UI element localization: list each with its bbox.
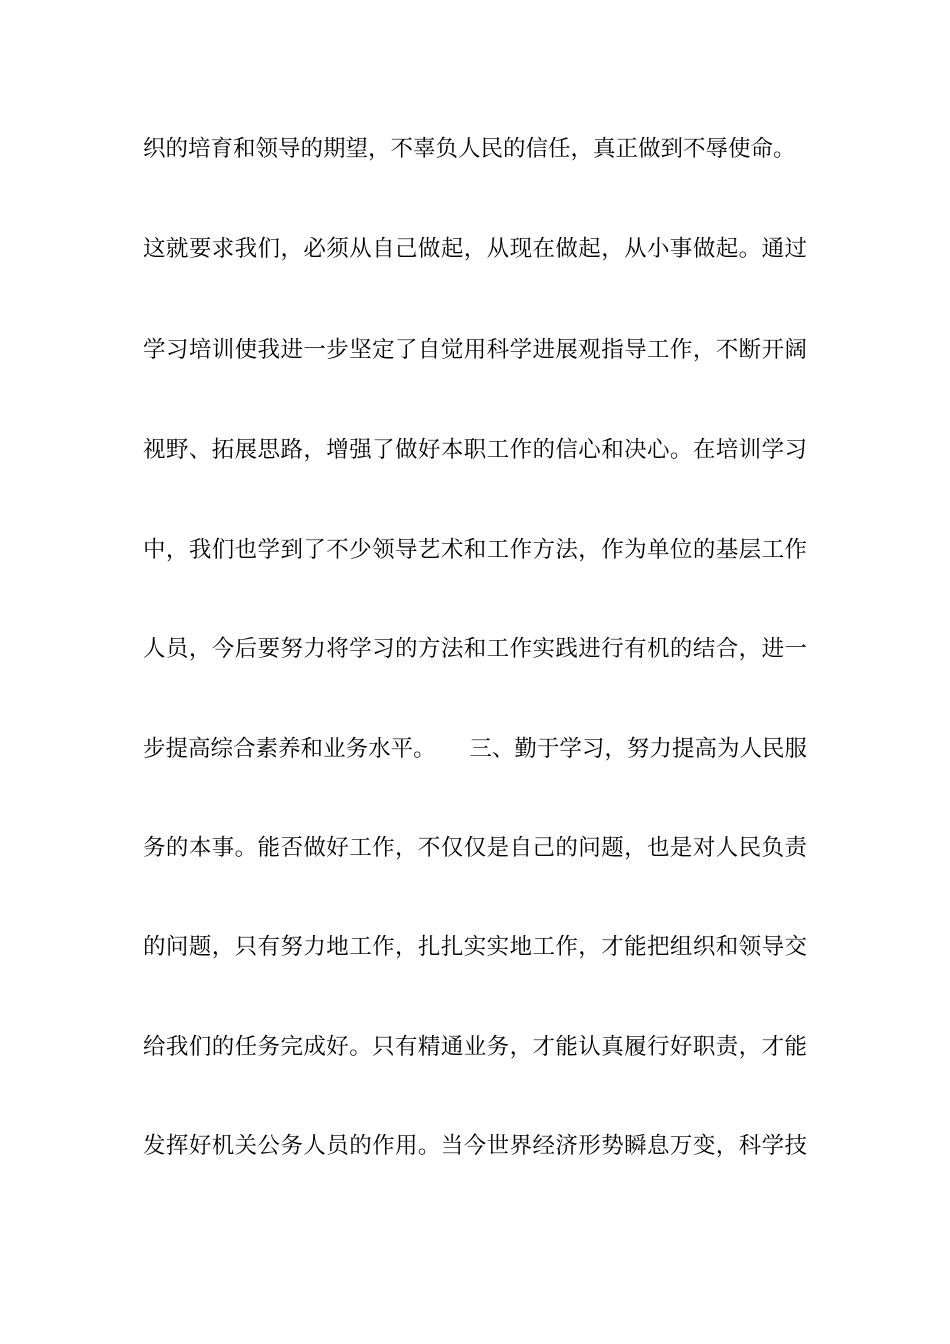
paragraph-line: 步提高综合素养和业务水平。 三、勤于学习，努力提高为人民服: [143, 736, 807, 762]
paragraph-line: 织的培育和领导的期望，不辜负人民的信任，真正做到不辱使命。: [143, 136, 796, 162]
paragraph-line: 人员，今后要努力将学习的方法和工作实践进行有机的结合，进一: [143, 636, 807, 662]
paragraph-line: 中，我们也学到了不少领导艺术和工作方法，作为单位的基层工作: [143, 537, 807, 563]
paragraph-line: 视野、拓展思路，增强了做好本职工作的信心和决心。在培训学习: [143, 437, 807, 463]
paragraph-line: 的问题，只有努力地工作，扎扎实实地工作，才能把组织和领导交: [143, 934, 807, 960]
paragraph-line: 发挥好机关公务人员的作用。当今世界经济形势瞬息万变，科学技: [143, 1133, 807, 1159]
paragraph-line: 这就要求我们，必须从自己做起，从现在做起，从小事做起。通过: [143, 236, 807, 262]
paragraph-line: 务的本事。能否做好工作，不仅仅是自己的问题，也是对人民负责: [143, 835, 807, 861]
paragraph-line: 学习培训使我进一步坚定了自觉用科学进展观指导工作，不断开阔: [143, 337, 807, 363]
paragraph-line: 给我们的任务完成好。只有精通业务，才能认真履行好职责，才能: [143, 1034, 807, 1060]
